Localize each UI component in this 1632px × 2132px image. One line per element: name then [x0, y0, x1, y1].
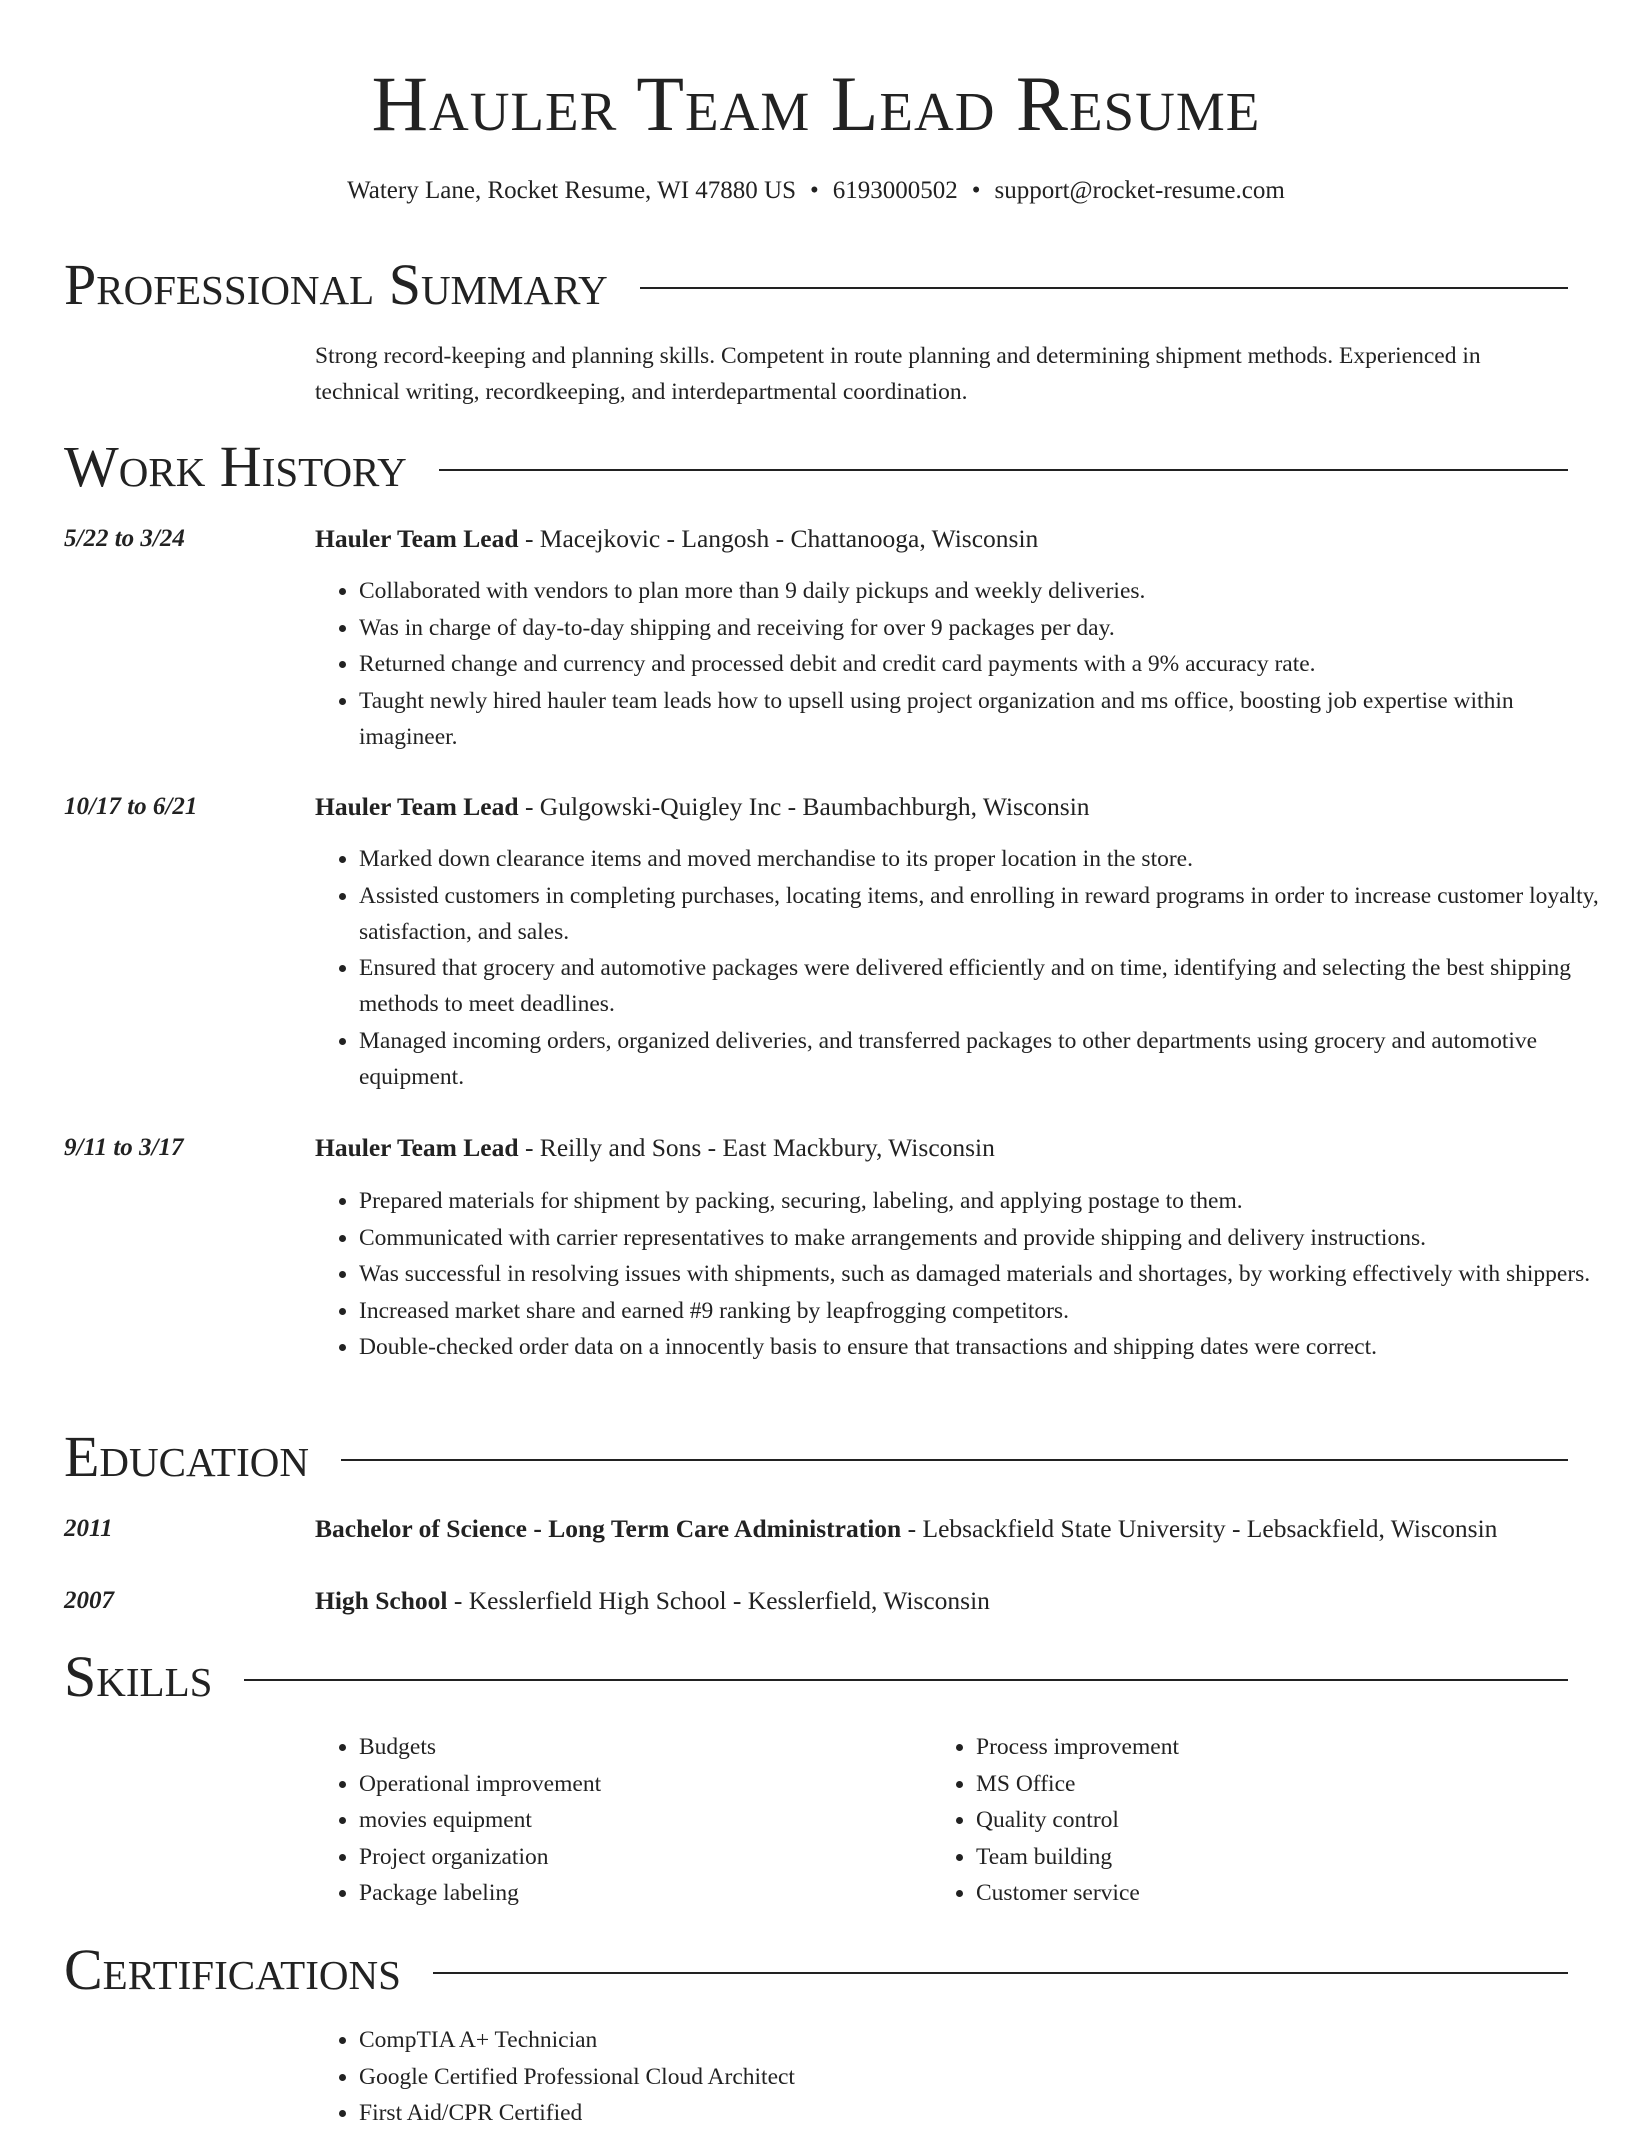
- section-title: Skills: [64, 1644, 213, 1709]
- list-item: • Customer service: [976, 1875, 1576, 1912]
- section-title: Work History: [64, 434, 407, 499]
- list-item: • Returned change and currency and processed debit and credit card payments with a 9% accuracy rate.: [359, 646, 1609, 682]
- job-dates: 10/17 to 6/21: [64, 793, 198, 820]
- section-header-education: [64, 1425, 1568, 1489]
- section-divider: [244, 1679, 1568, 1681]
- section-divider: [640, 287, 1568, 289]
- job-employer: - Reilly and Sons - East Mackbury, Wisconsin: [518, 1133, 995, 1162]
- job-title: Hauler Team Lead: [315, 1133, 519, 1162]
- education-school: - Lebsackfield State University - Lebsackfield, Wisconsin: [901, 1514, 1498, 1543]
- section-header-certifications: [64, 1938, 1568, 2002]
- skills-list-right: [932, 1729, 1576, 1912]
- job-bullets: [315, 1183, 1609, 1366]
- list-item: • Google Certified Professional Cloud Architect: [359, 2059, 1259, 2096]
- list-item: • Managed incoming orders, organized deliveries, and transferred packages to other departments using grocery and automotive equipment.: [359, 1023, 1609, 1095]
- job-dates: 5/22 to 3/24: [64, 525, 185, 552]
- list-item: • Team building: [976, 1839, 1576, 1876]
- list-item: • Increased market share and earned #9 ranking by leapfrogging competitors.: [359, 1293, 1609, 1329]
- job-heading: [315, 1130, 1575, 1166]
- section-title: Professional Summary: [64, 252, 608, 317]
- list-item: • movies equipment: [359, 1802, 919, 1839]
- list-item: • Collaborated with vendors to plan more than 9 daily pickups and weekly deliveries.: [359, 573, 1609, 609]
- section-header-work: [64, 435, 1568, 499]
- job-employer: - Macejkovic - Langosh - Chattanooga, Wisconsin: [518, 524, 1039, 553]
- job-title: Hauler Team Lead: [315, 792, 519, 821]
- contact-line: [0, 174, 1632, 208]
- list-item: • Quality control: [976, 1802, 1576, 1839]
- summary-text: Strong record-keeping and planning skills. Competent in route planning and determining shipment methods. Experienced in technical writing, recordkeeping, and interdepartmental coordination.: [315, 343, 1481, 405]
- education-degree: Bachelor of Science - Long Term Care Administration: [315, 1514, 902, 1543]
- skills-list-left: [315, 1729, 919, 1912]
- list-item: • Process improvement: [976, 1729, 1576, 1766]
- contact-separator: •: [971, 177, 981, 204]
- certifications-list: [315, 2022, 1259, 2132]
- job-dates: 9/11 to 3/17: [64, 1134, 184, 1161]
- section-divider: [433, 1972, 1568, 1974]
- list-item: • Budgets: [359, 1729, 919, 1766]
- section-header-skills: [64, 1645, 1568, 1709]
- education-school: - Kesslerfield High School - Kesslerfield, Wisconsin: [447, 1586, 990, 1615]
- list-item: • Communicated with carrier representatives to make arrangements and provide shipping and delivery instructions.: [359, 1220, 1609, 1256]
- section-header-summary: [64, 253, 1568, 317]
- contact-address: Watery Lane, Rocket Resume, WI 47880 US: [347, 177, 796, 204]
- education-degree: High School: [315, 1586, 448, 1615]
- job-title: Hauler Team Lead: [315, 524, 519, 553]
- contact-email[interactable]: support@rocket-resume.com: [994, 177, 1285, 204]
- education-entry: [315, 1511, 1575, 1547]
- list-item: • Was in charge of day-to-day shipping and receiving for over 9 packages per day.: [359, 610, 1609, 646]
- list-item: • Project organization: [359, 1839, 919, 1876]
- list-item: • Marked down clearance items and moved merchandise to its proper location in the store.: [359, 841, 1609, 877]
- section-divider: [439, 469, 1568, 471]
- list-item: • Taught newly hired hauler team leads how to upsell using project organization and ms office, boosting job expertise within imagineer.: [359, 683, 1609, 755]
- job-bullets: [315, 841, 1609, 1095]
- resume-title: Hauler Team Lead Resume: [371, 60, 1261, 147]
- section-title: Education: [64, 1424, 309, 1489]
- contact-separator: •: [809, 177, 819, 204]
- section-divider: [341, 1459, 1568, 1461]
- list-item: • Assisted customers in completing purchases, locating items, and enrolling in reward programs in order to increase customer loyalty, satisfaction, and sales.: [359, 878, 1609, 950]
- list-item: • Package labeling: [359, 1875, 919, 1912]
- list-item: • CompTIA A+ Technician: [359, 2022, 1259, 2059]
- contact-phone: 6193000502: [832, 177, 958, 204]
- list-item: • Double-checked order data on a innocently basis to ensure that transactions and shipping dates were correct.: [359, 1329, 1609, 1365]
- list-item: • Ensured that grocery and automotive packages were delivered efficiently and on time, identifying and selecting the best shipping methods to meet deadlines.: [359, 950, 1609, 1022]
- list-item: • Operational improvement: [359, 1766, 919, 1803]
- list-item: • First Aid/CPR Certified: [359, 2095, 1259, 2132]
- section-title: Certifications: [64, 1937, 401, 2002]
- education-year: 2011: [64, 1515, 113, 1542]
- list-item: • Was successful in resolving issues with shipments, such as damaged materials and shortages, by working effectively with shippers.: [359, 1256, 1609, 1292]
- education-entry: [315, 1583, 1575, 1619]
- job-employer: - Gulgowski-Quigley Inc - Baumbachburgh, Wisconsin: [518, 792, 1090, 821]
- list-item: • MS Office: [976, 1766, 1576, 1803]
- job-heading: [315, 521, 1575, 557]
- job-bullets: [315, 573, 1609, 755]
- list-item: • Prepared materials for shipment by packing, securing, labeling, and applying postage to them.: [359, 1183, 1609, 1219]
- job-heading: [315, 789, 1575, 825]
- education-year: 2007: [64, 1587, 114, 1614]
